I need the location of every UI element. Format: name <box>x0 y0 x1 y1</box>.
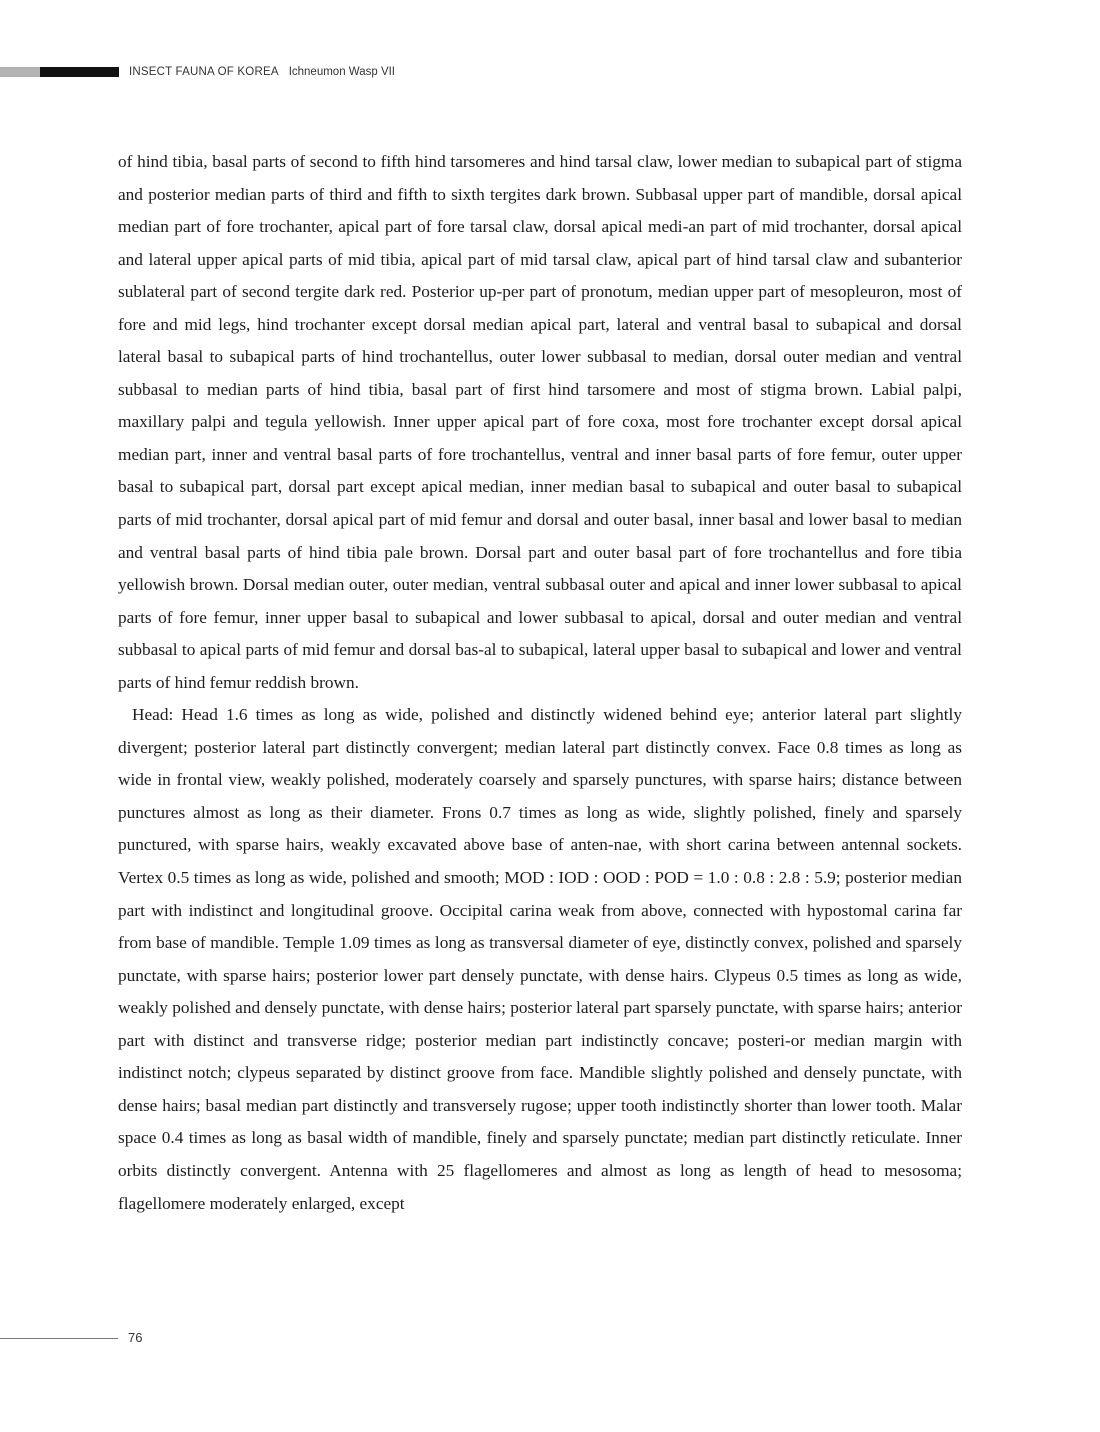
header-accent-bar-gray <box>0 67 40 77</box>
paragraph-leg-coloration: of hind tibia, basal parts of second to fifth hind tarsomeres and hind tarsal claw, lower median to subapical part of stigma and posterior median parts of third and fifth to sixth tergites dark brown. Subbasal upper part of mandible, dorsal apical median part of fore trochanter, apical part of fore tarsal claw, dorsal apical medi-an part of mid trochanter, dorsal apical and lateral upper apical parts of mid tibia, apical part of mid tarsal claw, apical part of hind tarsal claw and subanterior sublateral part of second tergite dark red. Posterior up-per part of pronotum, median upper part of mesopleuron, most of fore and mid legs, hind trochanter except dorsal median apical part, lateral and ventral basal to subapical and dorsal lateral basal to subapical parts of hind trochantellus, outer lower subbasal to median, dorsal outer median and ventral subbasal to median parts of hind tibia, basal part of first hind tarsomere and most of stigma brown. Labial palpi, maxillary palpi and tegula yellowish. Inner upper apical part of fore coxa, most fore trochanter except dorsal apical median part, inner and ventral basal parts of fore trochantellus, ventral and inner basal parts of fore femur, outer upper basal to subapical part, dorsal part except apical median, inner median basal to subapical and outer basal to subapical parts of mid trochanter, dorsal apical part of mid femur and dorsal and outer basal, inner basal and lower basal to median and ventral basal parts of hind tibia pale brown. Dorsal part and outer basal part of fore trochantellus and fore tibia yellowish brown. Dorsal median outer, outer median, ventral subbasal outer and apical and inner lower subbasal to apical parts of fore femur, inner upper basal to subapical and lower subbasal to apical, dorsal and outer median and ventral subbasal to apical parts of mid femur and dorsal bas-al to subapical, lateral upper basal to subapical and lower and ventral parts of hind femur reddish brown. <box>118 152 962 692</box>
body-text <box>118 146 962 1220</box>
header-series-title: INSECT FAUNA OF KOREA <box>129 66 279 78</box>
paragraph-head-description: Head: Head 1.6 times as long as wide, polished and distinctly widened behind eye; anterior lateral part slightly divergent; posterior lateral part distinctly convergent; median lateral part distinctly convex. Face 0.8 times as long as wide in frontal view, weakly polished, moderately coarsely and sparsely punctures, with sparse hairs; distance between punctures almost as long as their diameter. Frons 0.7 times as long as wide, slightly polished, finely and sparsely punctured, with sparse hairs, weakly excavated above base of anten-nae, with short carina between antennal sockets. Vertex 0.5 times as long as wide, polished and smooth; MOD : IOD : OOD : POD = 1.0 : 0.8 : 2.8 : 5.9; posterior median part with indistinct and longitudinal groove. Occipital carina weak from above, connected with hypostomal carina far from base of mandible. Temple 1.09 times as long as transversal diameter of eye, distinctly convex, polished and sparsely punctate, with sparse hairs; posterior lower part densely punctate, with dense hairs. Clypeus 0.5 times as long as wide, weakly polished and densely punctate, with dense hairs; posterior lateral part sparsely punctate, with sparse hairs; anterior part with distinct and transverse ridge; posterior median part indistinctly concave; posteri-or median margin with indistinct notch; clypeus separated by distinct groove from face. Mandible slightly polished and densely punctate, with dense hairs; basal median part distinctly and transversely rugose; upper tooth indistinctly shorter than lower tooth. Malar space 0.4 times as long as basal width of mandible, finely and sparsely punctate; median part distinctly reticulate. Inner orbits distinctly convergent. Antenna with 25 flagellomeres and almost as long as length of head to mesosoma; flagellomere moderately enlarged, except <box>118 705 962 1213</box>
running-header <box>0 64 700 78</box>
header-volume-title: Ichneumon Wasp VII <box>288 66 396 78</box>
footer-rule <box>0 1338 118 1339</box>
page-number: 76 <box>128 1330 143 1345</box>
header-text <box>129 64 395 80</box>
header-accent-bar-black <box>40 67 119 77</box>
